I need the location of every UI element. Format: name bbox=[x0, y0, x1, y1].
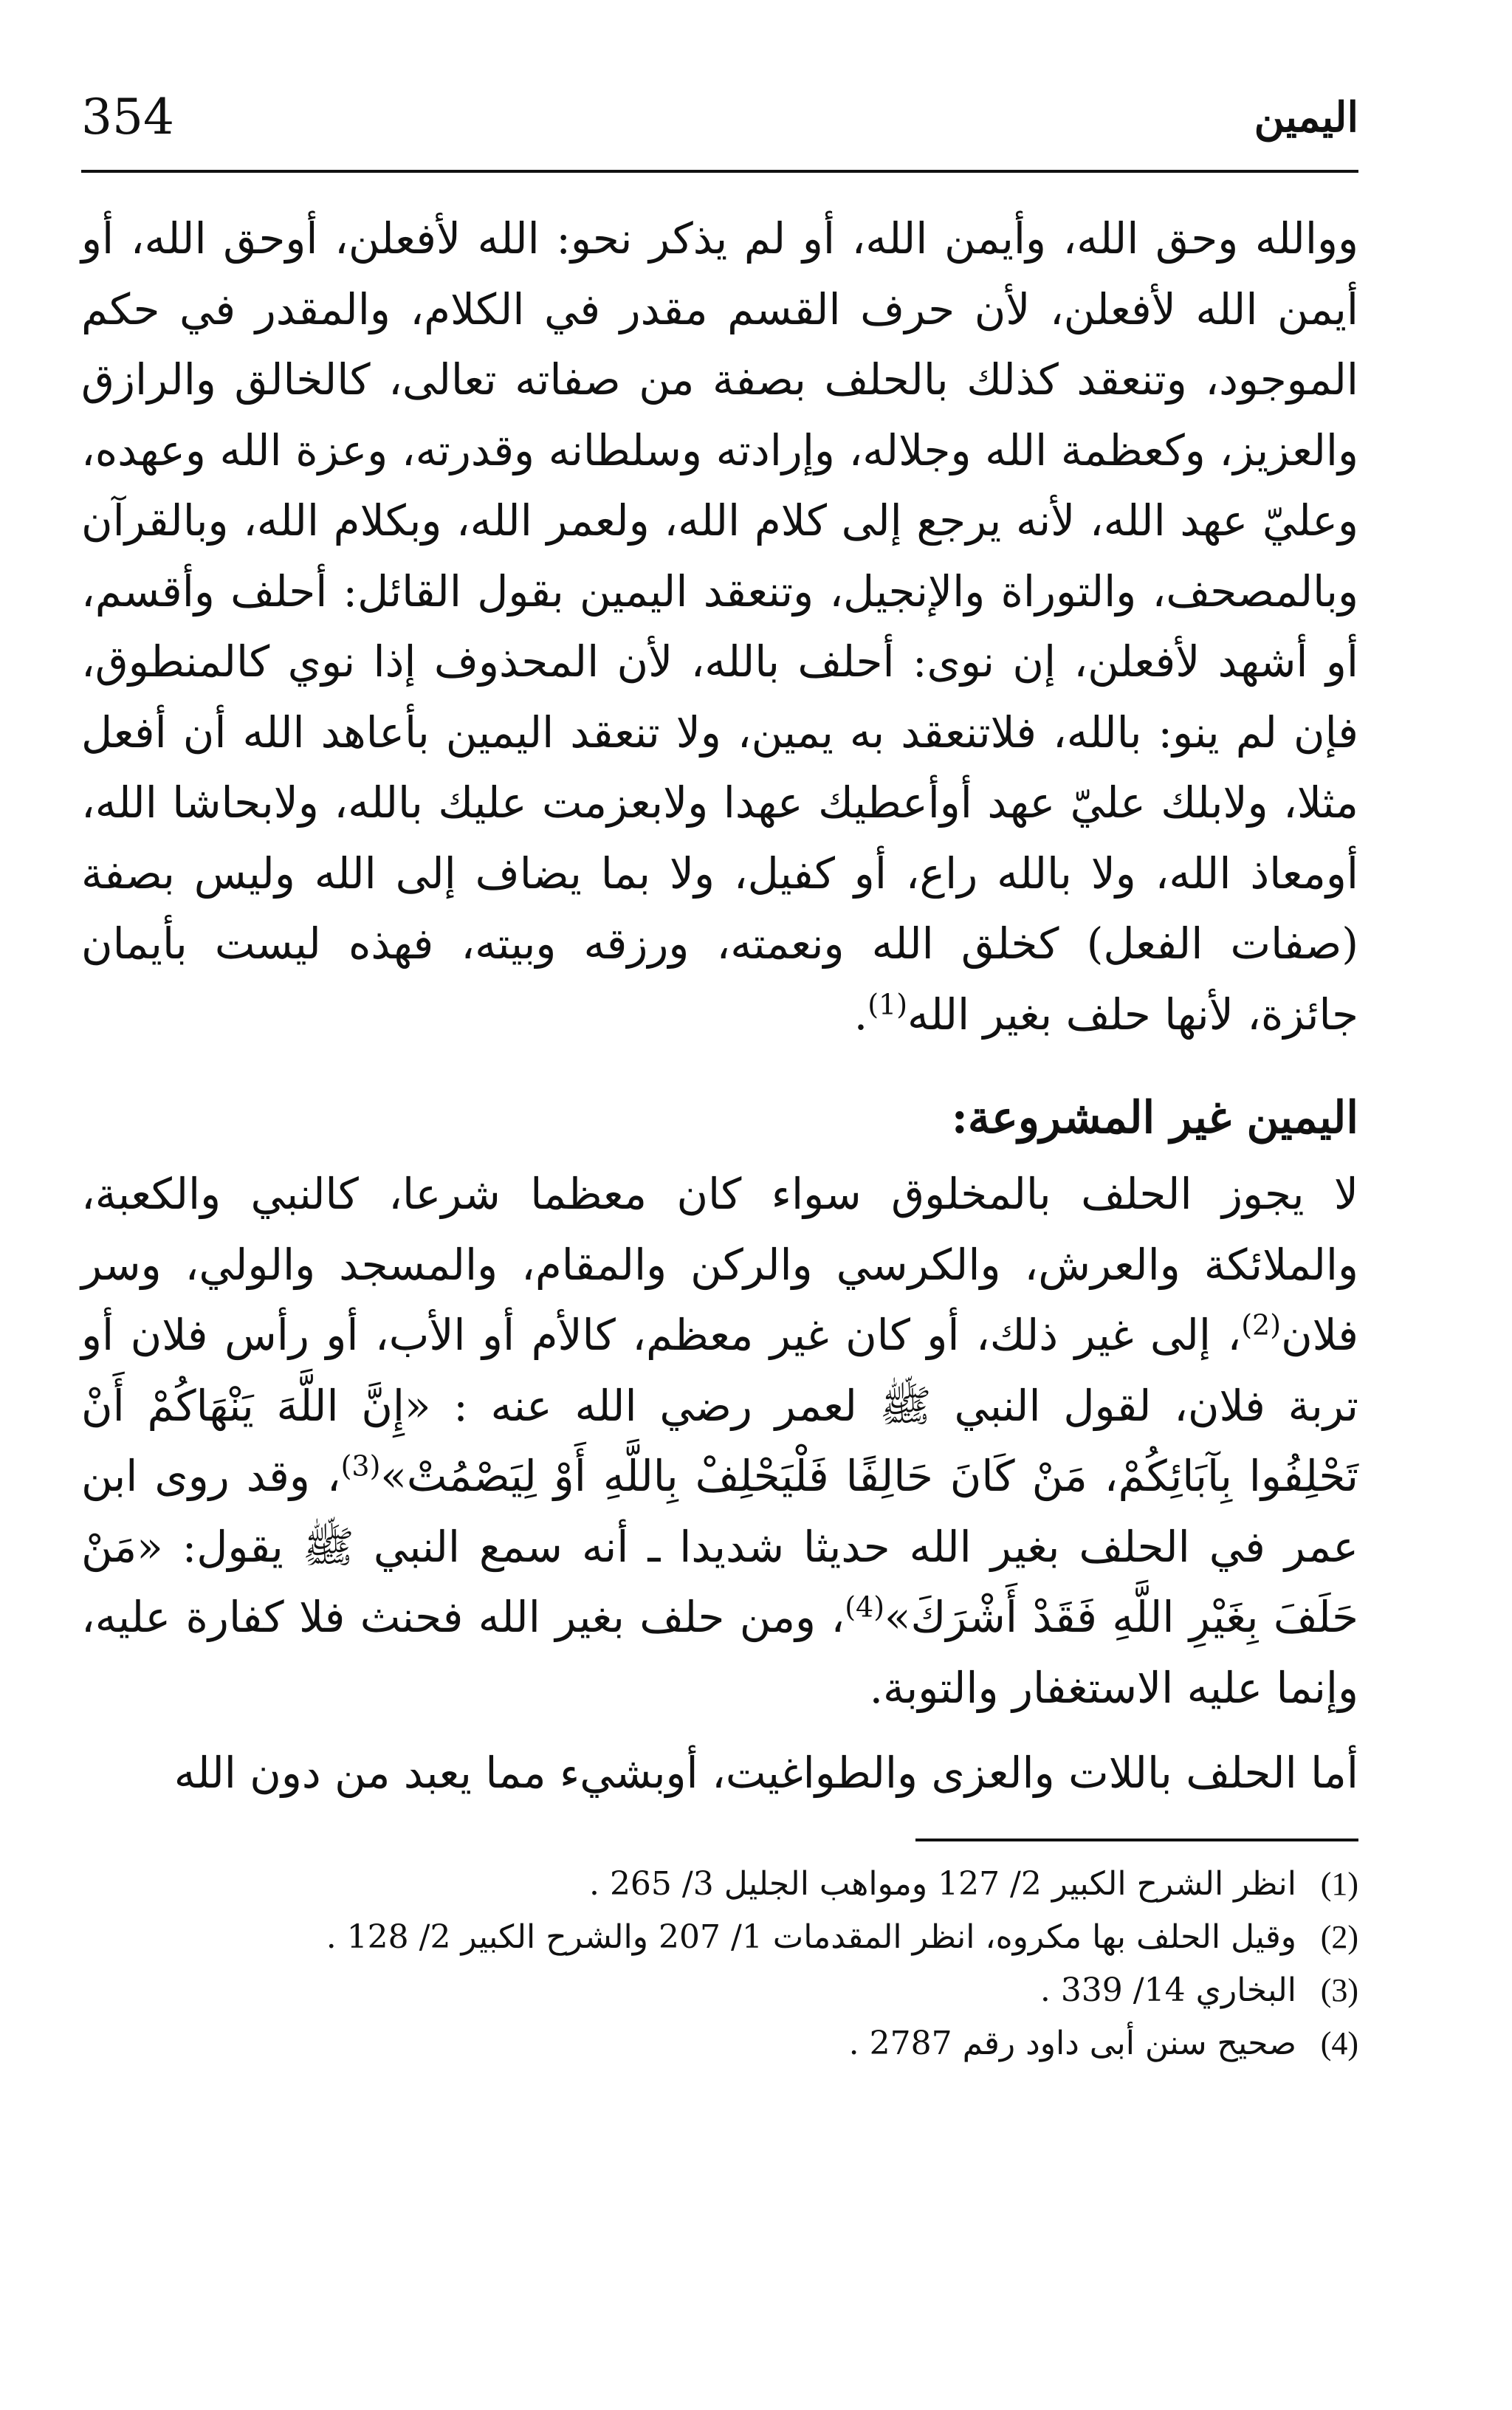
footnote-text: البخاري 14/ 339 . bbox=[1040, 1971, 1296, 2009]
footnotes bbox=[81, 1858, 1358, 2070]
footnote-2 bbox=[81, 1911, 1358, 1964]
paragraph-unlawful-oaths bbox=[81, 1159, 1358, 1723]
paragraph-2-part-4: ، ومن حلف بغير الله فحنث فلا كفارة عليه، وإنما عليه الاستغفار والتوبة. bbox=[81, 1592, 1358, 1713]
footnote-1 bbox=[81, 1858, 1358, 1911]
paragraph-1-end: . bbox=[853, 989, 868, 1040]
paragraph-2-part-1: لا يجوز الحلف بالمخلوق سواء كان معظما شرعا، كالنبي والكعبة، والملائكة والعرش، والكرسي والركن والمقام، والمسجد والولي، وسر فلان bbox=[81, 1169, 1358, 1360]
paragraph-2-part-2: ، إلى غير ذلك، أو كان غير معظم، كالأم أو الأب، أو رأس فلان أو تربة فلان، لقول النبي ﷺ لعمر رضي الله عنه : «إِنَّ اللَّهَ يَنْهَاكُمْ أَنْ تَحْلِفُوا بِآبَائِكُمْ، مَنْ كَانَ حَالِفًا فَلْيَحْلِفْ بِاللَّهِ أَوْ لِيَصْمُتْ» bbox=[81, 1310, 1359, 1501]
book-page bbox=[81, 89, 1358, 2333]
footnote-text: انظر الشرح الكبير 2/ 127 ومواهب الجليل 3/ 265 . bbox=[588, 1864, 1296, 1903]
footnote-ref-2: (2) bbox=[1241, 1308, 1282, 1342]
main-text bbox=[81, 204, 1358, 1809]
section-heading: اليمين غير المشروعة: bbox=[951, 1092, 1358, 1144]
paragraph-1-text: ووالله وحق الله، وأيمن الله، أو لم يذكر نحو: الله لأفعلن، أوحق الله، أو أيمن الله لأفعلن، لأن حرف القسم مقدر في الكلام، والمقدر في حكم الموجود، وتنعقد كذلك بالحلف بصفة من صفاته تعالى، كالخالق والرازق والعزيز، وكعظمة الله وجلاله، وإرادته وسلطانه وقدرته، وعزة الله وعهده، وعليّ عهد الله، لأنه يرجع إلى كلام الله، ولعمر الله، وبكلام الله، وبالقرآن وبالمصحف، والتوراة والإنجيل، وتنعقد اليمين بقول القائل: أحلف وأقسم، أو أشهد لأفعلن، إن نوى: أحلف بالله، لأن المحذوف إذا نوي كالمنطوق، فإن لم ينو: بالله، فلاتنعقد به يمين، ولا تنعقد اليمين بأعاهد الله أن أفعل مثلا، ولابلك عليّ عهد أوأعطيك عهدا ولابعزمت عليك بالله، ولابحاشا الله، أومعاذ الله، ولا بالله راع، أو كفيل، ولا بما يضاف إلى الله وليس بصفة (صفات الفعل) كخلق الله ونعمته، ورزقه وبيته، فهذه ليست بأيمان جائزة، لأنها حلف بغير الله bbox=[81, 213, 1358, 1040]
footnote-3 bbox=[81, 1964, 1358, 2017]
paragraph-3-text: أما الحلف باللات والعزى والطواغيت، أوبشيء مما يعبد من دون الله bbox=[173, 1748, 1358, 1798]
footnote-ref-3: (3) bbox=[340, 1449, 381, 1483]
page-header bbox=[81, 89, 1358, 173]
paragraph-idol-oaths bbox=[81, 1738, 1358, 1809]
footnote-ref-4: (4) bbox=[845, 1590, 885, 1624]
running-title: اليمين bbox=[1254, 93, 1358, 142]
footnote-ref-1: (1) bbox=[867, 988, 908, 1021]
footnote-number: (1) bbox=[1320, 1865, 1358, 1902]
footnote-number: (3) bbox=[1320, 1971, 1358, 2008]
footnote-number: (2) bbox=[1320, 1918, 1358, 1955]
footnote-number: (4) bbox=[1320, 2025, 1358, 2061]
paragraph-2-part-3: ، وقد روى ابن عمر في الحلف بغير الله حديثا شديدا ـ أنه سمع النبي ﷺ يقول: «مَنْ حَلَفَ بِغَيْرِ اللَّهِ فَقَدْ أَشْرَكَ» bbox=[81, 1451, 1358, 1642]
footnote-text: وقيل الحلف بها مكروه، انظر المقدمات 1/ 207 والشرح الكبير 2/ 128 . bbox=[326, 1918, 1296, 1956]
paragraph-permissible-oaths bbox=[81, 204, 1358, 1050]
footnote-4 bbox=[81, 2017, 1358, 2070]
page-number: 354 bbox=[81, 89, 174, 145]
footnote-text: صحيح سنن أبى داود رقم 2787 . bbox=[848, 2024, 1296, 2062]
footnote-divider bbox=[915, 1839, 1358, 1841]
